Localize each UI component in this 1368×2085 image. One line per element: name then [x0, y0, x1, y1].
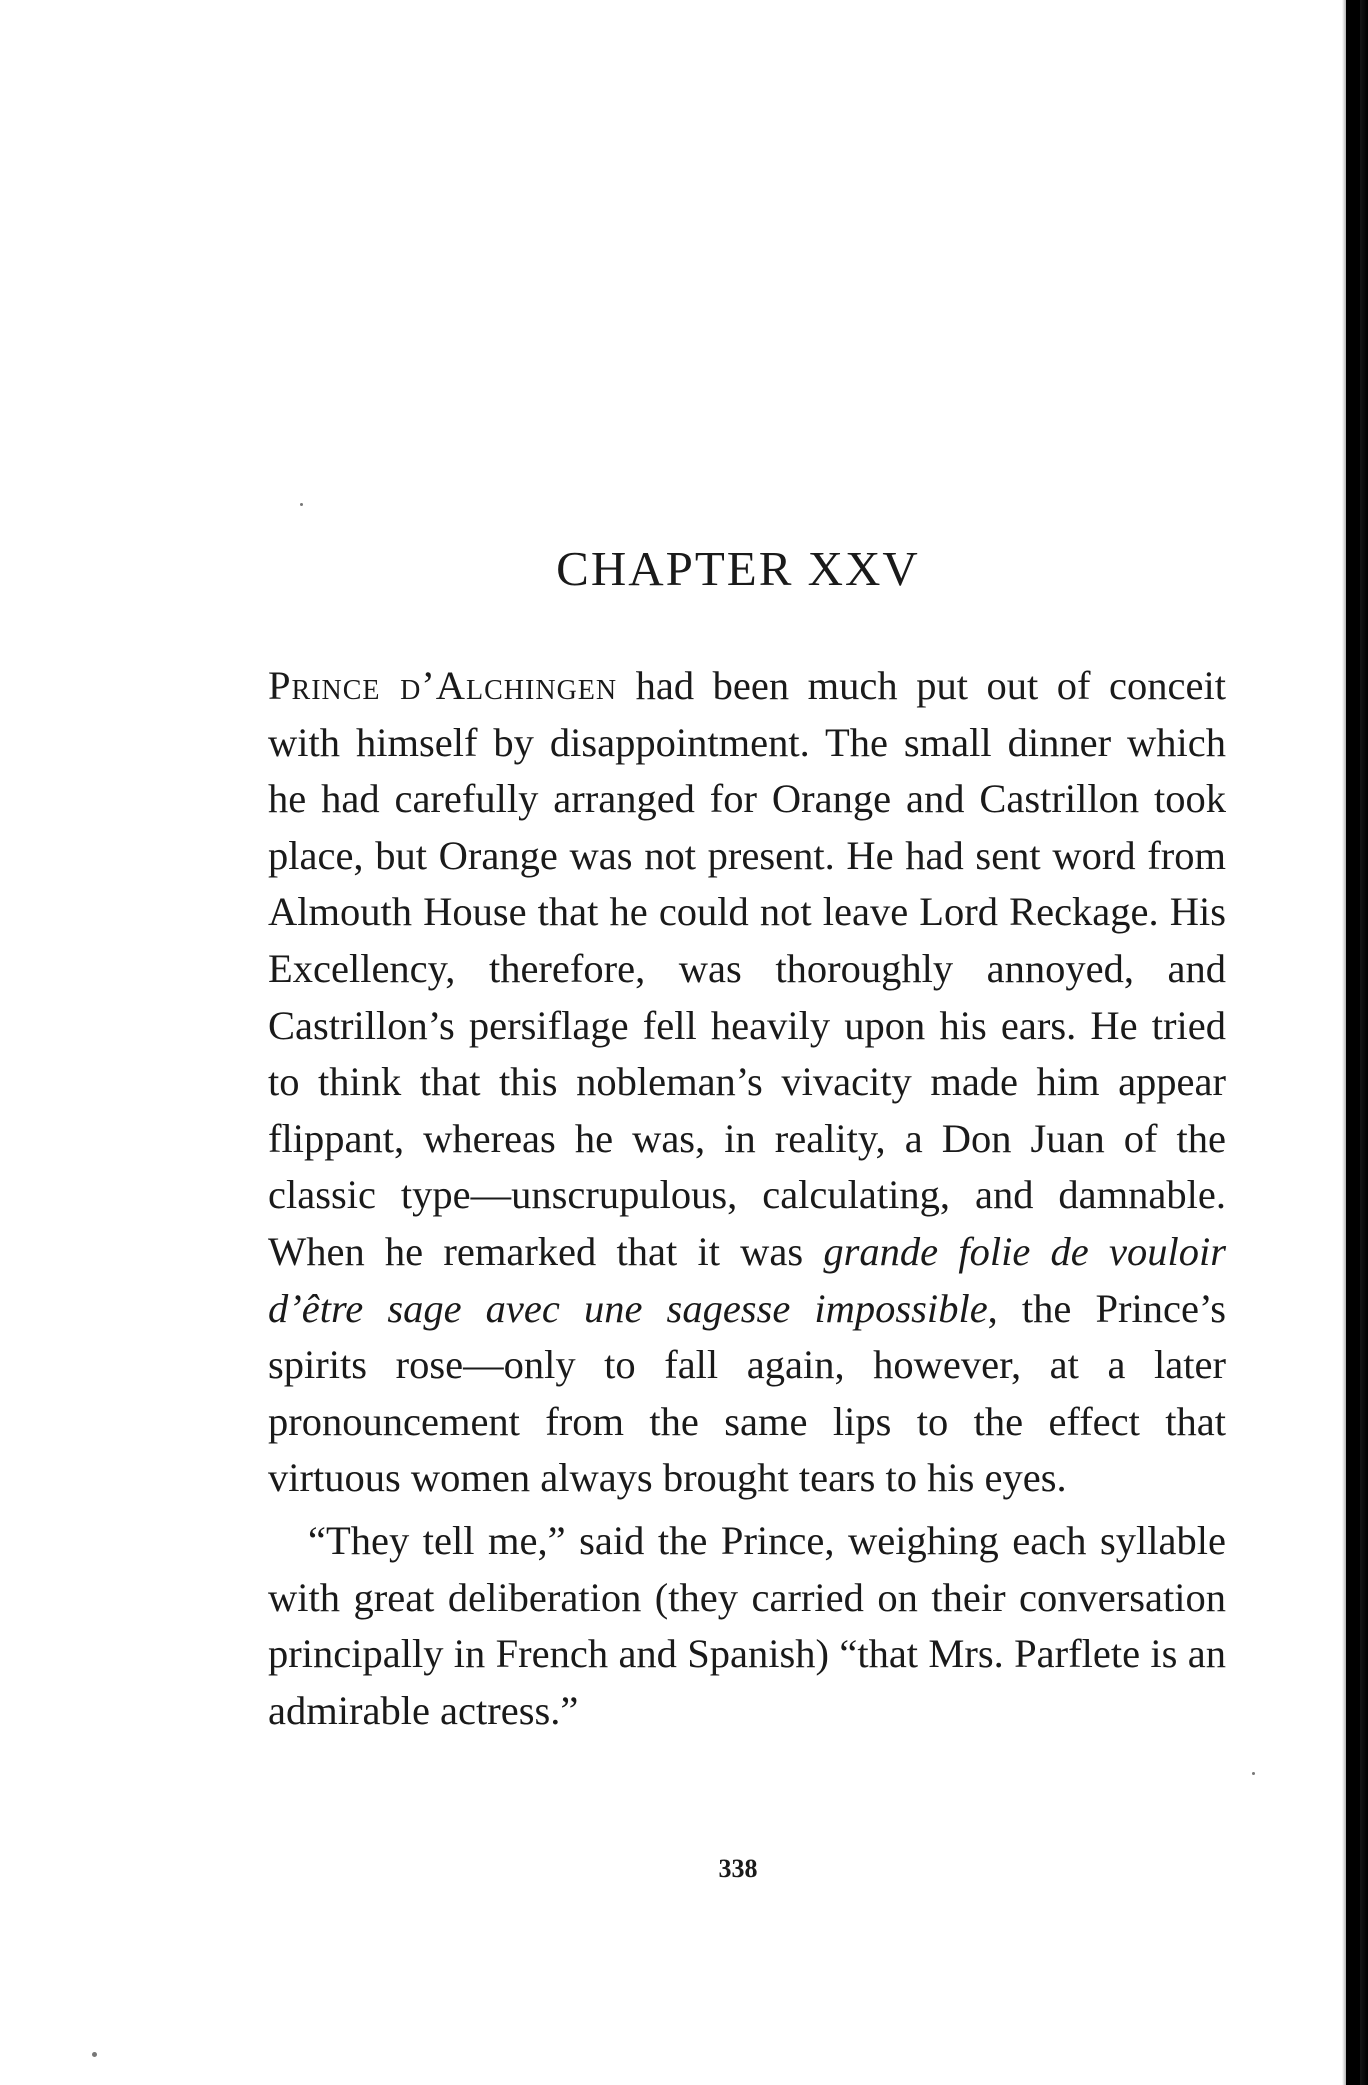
scan-speck [1252, 1772, 1255, 1775]
page-number: 338 [718, 1854, 758, 1883]
paragraph-lead-small-caps: Prince d’Alchingen [268, 663, 618, 708]
paragraph-1-text-part-2: , the Prince’s spirits rose—only to fall again, however, at a later pronouncement from the same lips to the effect that virtuous women always brought tears to his eyes. [268, 1285, 1226, 1501]
scan-speck [92, 2052, 97, 2057]
paragraph-2: “They tell me,” said the Prince, weighing each syllable with great deliberation (they carried on their conversation principally in French and Spanish) “that Mrs. Parflete is an admirable actress.” [268, 1517, 1226, 1733]
body-text [268, 658, 1226, 1739]
scan-speck [300, 503, 303, 506]
chapter-title: CHAPTER XXV [556, 541, 920, 596]
paragraph-1 [268, 658, 1226, 1507]
foreign-phrase-italic: grande folie de vouloir d’être sage avec une sagesse impossible [268, 1228, 1226, 1331]
paragraph-1-text-part-1: had been much put out of conceit with himself by disappointment. The small dinner which he had carefully arranged for Orange and Castrillon took place, but Orange was not present. He had sent word from Almouth House that he could not leave Lord Reckage. His Excellency, therefore, was thoroughly annoyed, and Castrillon’s persiflage fell heavily upon his ears. He tried to think that this nobleman’s vivacity made him appear flippant, whereas he was, in reality, a Don Juan of the classic type—unscrupulous, calculating, and damnable. When he remarked that it was [268, 663, 1226, 1274]
binding-edge [1346, 0, 1360, 2085]
